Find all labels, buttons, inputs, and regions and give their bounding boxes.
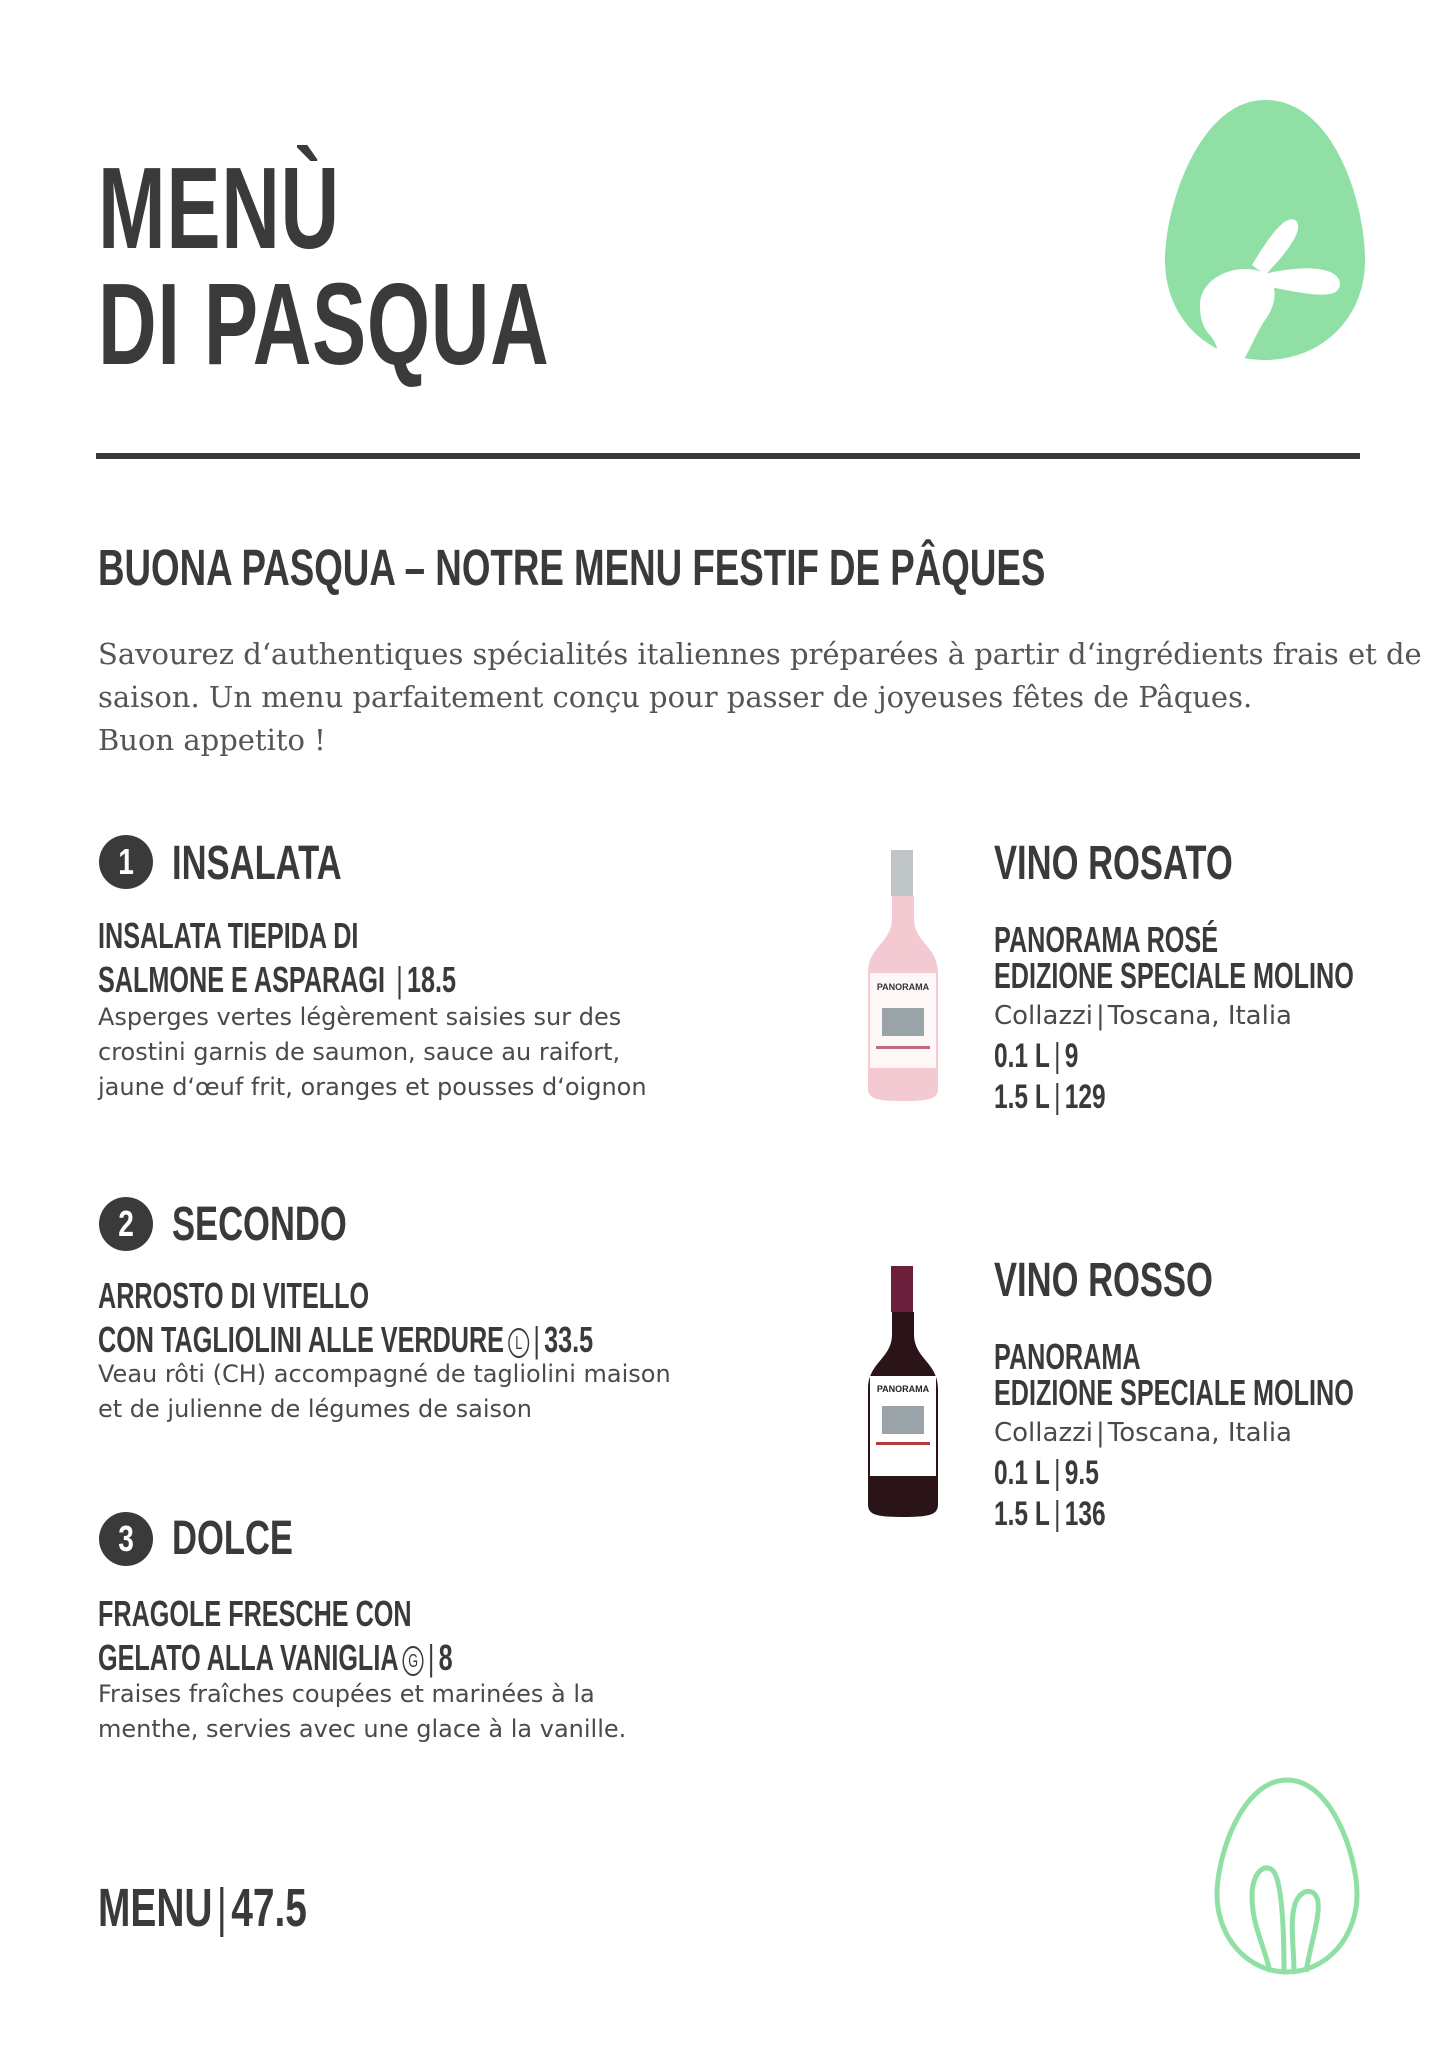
allergen-gluten-icon: G — [403, 1646, 424, 1676]
wine-section-title: VINO ROSATO — [994, 837, 1233, 890]
page-title: MENÙ DI PASQUA — [98, 143, 550, 389]
dish-description: Fraises fraîches coupées et marinées à la menthe, servies avec une glace à la vanille. — [98, 1680, 627, 1743]
dish-price: 18.5 — [406, 959, 457, 1000]
divider-rule — [96, 453, 1360, 459]
intro-text: Savourez d‘authentiques spécialités italiennes préparées à partir d‘ingrédients frais et de saison. Un menu parfaitement conçu pour passer de joyeuses fêtes de Pâques. Buon appetito ! — [98, 637, 1422, 757]
course-number-badge: 1 — [99, 835, 153, 889]
easter-egg-bunny-icon — [1160, 95, 1370, 365]
wine-price-glass: 0.1 L | 9 — [994, 1037, 1079, 1075]
rose-wine-bottle-image — [862, 848, 944, 1103]
course-title: SECONDO — [172, 1198, 347, 1251]
bottle-label-text: PANORAMA — [876, 982, 930, 992]
wine-name: PANORAMA EDIZIONE SPECIALE MOLINO — [994, 1336, 1354, 1413]
wine-producer: Collazzi | Toscana, Italia — [994, 1001, 1292, 1031]
menu-total-price: MENU|47.5 — [98, 1878, 307, 1938]
wine-price-bottle: 1.5 L | 136 — [994, 1495, 1106, 1533]
wine-producer: Collazzi | Toscana, Italia — [994, 1418, 1292, 1448]
dish-description: Asperges vertes légèrement saisies sur des crostini garnis de saumon, sauce au raifort, jaune d‘œuf frit, oranges et pousses d‘oignon — [98, 1003, 647, 1101]
allergen-lactose-icon: L — [508, 1328, 529, 1358]
dish-price: 8 — [438, 1637, 453, 1678]
dish-description: Veau rôti (CH) accompagné de tagliolini maison et de julienne de légumes de saison — [98, 1360, 671, 1423]
wine-price-glass: 0.1 L | 9.5 — [994, 1454, 1099, 1492]
bottle-label-text: PANORAMA — [876, 1384, 930, 1394]
wine-section-title: VINO ROSSO — [994, 1254, 1213, 1307]
red-wine-bottle-image — [862, 1264, 944, 1519]
course-number-badge: 3 — [99, 1512, 153, 1566]
section-subtitle: BUONA PASQUA – NOTRE MENU FESTIF DE PÂQUES — [98, 539, 1046, 596]
bunny-ears-egg-outline-icon — [1212, 1776, 1362, 1976]
course-title: DOLCE — [172, 1512, 293, 1565]
wine-price-bottle: 1.5 L | 129 — [994, 1078, 1106, 1116]
dish-name: FRAGOLE FRESCHE CON GELATO ALLA VANIGLIA G | 8 — [98, 1593, 453, 1678]
dish-price: 33.5 — [544, 1319, 594, 1360]
wine-name: PANORAMA ROSÉ EDIZIONE SPECIALE MOLINO — [994, 919, 1354, 996]
course-number-badge: 2 — [99, 1197, 153, 1251]
dish-name: INSALATA TIEPIDA DI SALMONE E ASPARAGI | 18.5 — [98, 915, 457, 1000]
dish-name: ARROSTO DI VITELLO CON TAGLIOLINI ALLE VERDURE L | 33.5 — [98, 1275, 594, 1360]
course-title: INSALATA — [172, 837, 342, 890]
